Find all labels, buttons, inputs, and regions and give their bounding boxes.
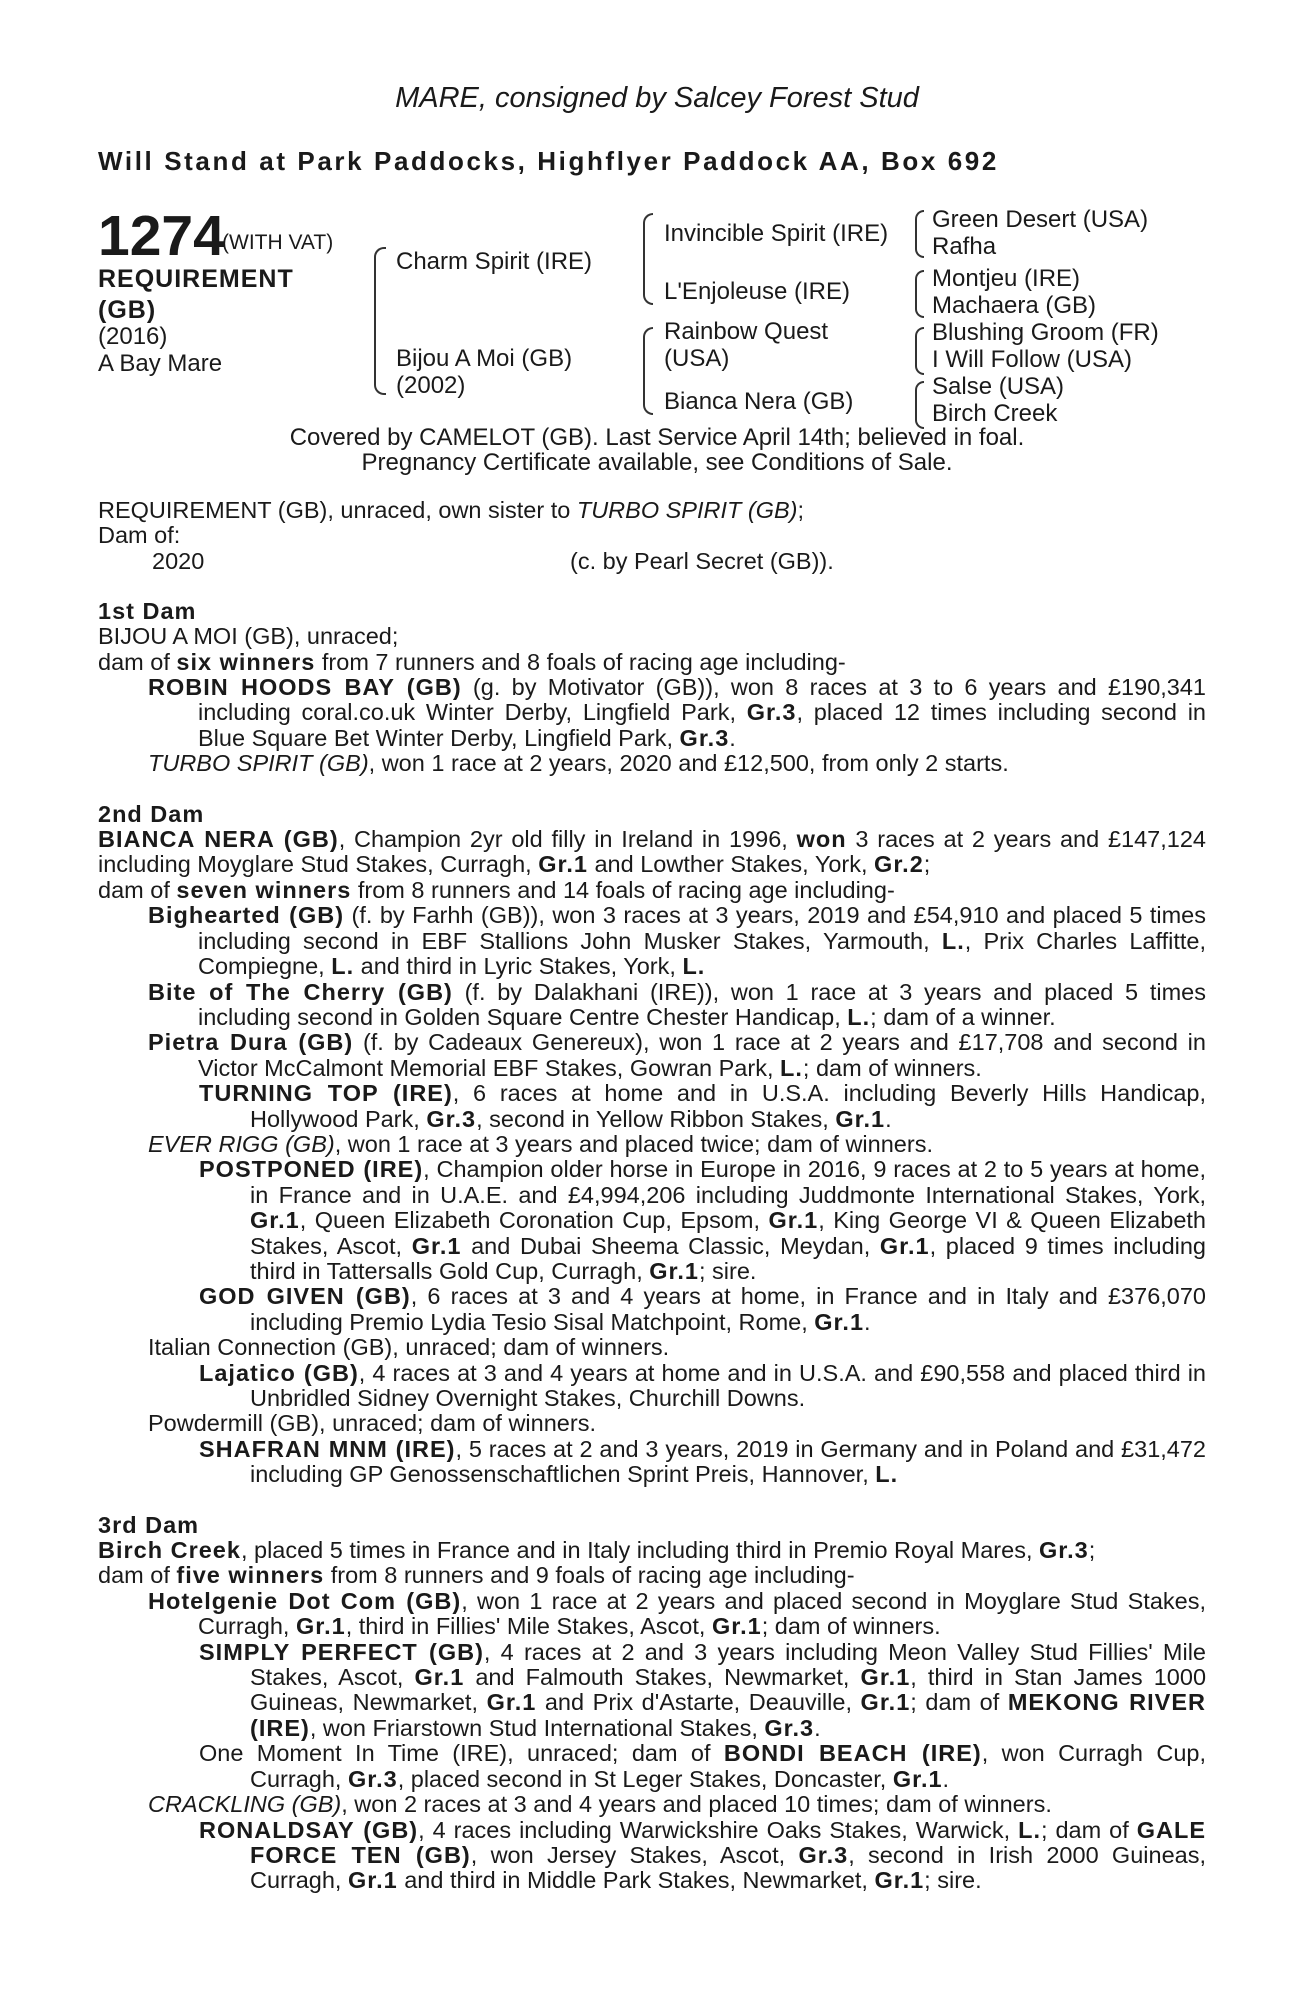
- pedigree-gen3-6: I Will Follow (USA): [932, 346, 1133, 373]
- covered-line1: Covered by CAMELOT (GB). Last Service April 14th; believed in foal.: [289, 424, 1025, 451]
- covered-note: [0, 425, 1314, 475]
- second-dam-section: [98, 802, 1206, 1488]
- pedigree-gen3-3: Montjeu (IRE): [932, 265, 1081, 292]
- pedigree-brace-g2: [915, 270, 924, 318]
- entry-crackling: CRACKLING (GB), won 2 races at 3 and 4 years and placed 10 times; dam of winners.: [148, 1791, 1052, 1818]
- vat-note: (WITH VAT): [222, 231, 334, 254]
- first-dam-section: [98, 599, 1206, 777]
- entry-simply-perfect: SIMPLY PERFECT (GB), 4 races at 2 and 3 years including Meon Valley Stud Fillies' Mile Stakes, Ascot, Gr.1 and Falmouth Stakes, Newmarket, Gr.1, third in Stan James 1000 Guineas, Newmarket, Gr.1 and Prix d'Astarte, Deauville, Gr.1; dam of MEKONG RIVER (IRE), won Friarstown Stud International Stakes, Gr.3.: [199, 1638, 1207, 1741]
- entry-turbo-spirit: TURBO SPIRIT (GB), won 1 race at 2 years, 2020 and £12,500, from only 2 starts.: [148, 750, 1009, 777]
- consignment-heading: MARE, consigned by Salcey Forest Stud: [395, 82, 919, 114]
- pedigree-dam-name: Bijou A Moi (GB): [396, 345, 573, 372]
- pedigree-dam-sire: [664, 318, 828, 372]
- lot-name-line1: REQUIREMENT: [98, 265, 294, 293]
- entry-ever-rigg: EVER RIGG (GB), won 1 race at 3 years and placed twice; dam of winners.: [148, 1130, 933, 1157]
- first-dam-title: 1st Dam: [98, 597, 197, 624]
- pedigree-brace-dam: [643, 327, 653, 415]
- produce-desc: (c. by Pearl Secret (GB)).: [570, 547, 834, 574]
- pedigree-brace-main: [374, 247, 386, 395]
- produce-row: [98, 549, 1206, 574]
- pedigree-gen3-8: Birch Creek: [932, 400, 1058, 427]
- entry-one-moment-in-time: One Moment In Time (IRE), unraced; dam of BONDI BEACH (IRE), won Curragh Cup, Curragh, Gr.3, placed second in St Leger Stakes, Doncaster, Gr.1.: [199, 1740, 1206, 1792]
- second-dam-produce-summary: dam of seven winners from 8 runners and 14 foals of racing age including-: [98, 876, 895, 903]
- covered-line2: Pregnancy Certificate available, see Conditions of Sale.: [361, 449, 953, 476]
- pedigree-dam-year: (2002): [396, 372, 466, 399]
- pedigree-brace-g3: [915, 327, 924, 375]
- entry-shafran-mnm: SHAFRAN MNM (IRE), 5 races at 2 and 3 years, 2019 in Germany and in Poland and £31,472 including GP Genossenschaftlichen Sprint Preis, Hannover, L.: [199, 1435, 1206, 1488]
- entry-bianca-nera: BIANCA NERA (GB), Champion 2yr old filly in Ireland in 1996, won 3 races at 2 years and £147,124 including Moyglare Stud Stakes, Curragh, Gr.1 and Lowther Stakes, York, Gr.2;: [98, 826, 1206, 878]
- dam-of-label: Dam of:: [98, 522, 181, 549]
- entry-ronaldsay: RONALDSAY (GB), 4 races including Warwickshire Oaks Stakes, Warwick, L.; dam of GALE FORCE TEN (GB), won Jersey Stakes, Ascot, Gr.3, second in Irish 2000 Guineas, Curragh, Gr.1 and third in Middle Park Stakes, Newmarket, Gr.1; sire.: [199, 1816, 1206, 1894]
- pedigree-brace-g1: [915, 210, 924, 258]
- stand-location: Will Stand at Park Paddocks, Highflyer Paddock AA, Box 692: [98, 146, 999, 176]
- pedigree-sire: Charm Spirit (IRE): [396, 248, 593, 275]
- third-dam-title: 3rd Dam: [98, 1511, 200, 1538]
- pedigree-dam-dam: Bianca Nera (GB): [664, 388, 854, 415]
- third-dam-produce-summary: dam of five winners from 8 runners and 9 foals of racing age including-: [98, 1562, 855, 1589]
- entry-lajatico: Lajatico (GB), 4 races at 3 and 4 years at home and in U.S.A. and £90,558 and placed third in Unbridled Sidney Overnight Stakes, Churchill Downs.: [199, 1359, 1207, 1411]
- pedigree-gen3-2: Rafha: [932, 233, 997, 260]
- entry-robin-hoods-bay: ROBIN HOODS BAY (GB) (g. by Motivator (GB)), won 8 races at 3 to 6 years and £190,341 including coral.co.uk Winter Derby, Lingfield Park, Gr.3, placed 12 times including second in Blue Square Bet Winter Derby, Lingfield Park, Gr.3.: [148, 674, 1206, 751]
- pedigree-sire-dam: L'Enjoleuse (IRE): [664, 278, 850, 305]
- lot-name: [98, 264, 294, 326]
- entry-bite-of-the-cherry: Bite of The Cherry (GB) (f. by Dalakhani (IRE)), won 1 race at 3 years and placed 5 times including second in Golden Square Centre Chester Handicap, L.; dam of a winner.: [148, 978, 1206, 1030]
- entry-god-given: GOD GIVEN (GB), 6 races at 3 and 4 years at home, in France and in Italy and £376,070 including Premio Lydia Tesio Sisal Matchpoint, Rome, Gr.1.: [199, 1283, 1206, 1335]
- pedigree-brace-sire: [643, 213, 653, 305]
- entry-turning-top: TURNING TOP (IRE), 6 races at home and in U.S.A. including Beverly Hills Handicap, Hollywood Park, Gr.3, second in Yellow Ribbon Stakes, Gr.1.: [199, 1080, 1207, 1132]
- entry-hotelgenie-dot-com: Hotelgenie Dot Com (GB), won 1 race at 2 years and placed second in Moyglare Stud Stakes, Curragh, Gr.1, third in Fillies' Mile Stakes, Ascot, Gr.1; dam of winners.: [148, 1587, 1206, 1640]
- pedigree-gen3-7: Salse (USA): [932, 373, 1065, 400]
- entry-birch-creek: Birch Creek, placed 5 times in France and in Italy including third in Premio Royal Mares, Gr.3;: [98, 1537, 1096, 1564]
- pedigree-gen3-4: Machaera (GB): [932, 292, 1097, 319]
- entry-postponed: POSTPONED (IRE), Champion older horse in Europe in 2016, 9 races at 2 to 5 years at home, in France and in U.A.E. and £4,994,206 including Juddmonte International Stakes, York, Gr.1, Queen Elizabeth Coronation Cup, Epsom, Gr.1, King George VI & Queen Elizabeth Stakes, Ascot, Gr.1 and Dubai Sheema Classic, Meydan, Gr.1, placed 9 times including third in Tattersalls Gold Cup, Curragh, Gr.1; sire.: [199, 1156, 1206, 1284]
- entry-powdermill: Powdermill (GB), unraced; dam of winners.: [148, 1410, 596, 1437]
- entry-pietra-dura: Pietra Dura (GB) (f. by Cadeaux Genereux), won 1 race at 2 years and £17,708 and second in Victor McCalmont Memorial EBF Stakes, Gowran Park, L.; dam of winners.: [148, 1029, 1206, 1081]
- pedigree-sire-sire: Invincible Spirit (IRE): [664, 220, 889, 247]
- third-dam-section: [98, 1513, 1206, 1894]
- pedigree-gen3-1: Green Desert (USA): [932, 206, 1149, 233]
- pedigree-dam-sire-name: Rainbow Quest: [664, 318, 829, 345]
- lot-number: 1274: [98, 204, 225, 268]
- lot-year: (2016): [98, 323, 168, 350]
- pedigree-dam-sire-country: (USA): [664, 345, 730, 372]
- second-dam-title: 2nd Dam: [98, 800, 205, 827]
- lot-name-line2: (GB): [98, 296, 157, 324]
- pedigree-brace-g4: [915, 381, 924, 429]
- produce-year: 2020: [152, 547, 205, 574]
- catalogue-body: [98, 498, 1206, 1894]
- first-dam-produce-summary: dam of six winners from 7 runners and 8 foals of racing age including-: [98, 648, 846, 675]
- entry-bighearted: Bighearted (GB) (f. by Farhh (GB)), won 3 races at 3 years, 2019 and £54,910 and placed 5 times including second in EBF Stallions John Musker Stakes, Yarmouth, L., Prix Charles Laffitte, Compiegne, L. and third in Lyric Stakes, York, L.: [148, 902, 1207, 980]
- intro-line: REQUIREMENT (GB), unraced, own sister to TURBO SPIRIT (GB);: [98, 497, 805, 523]
- first-dam-line: BIJOU A MOI (GB), unraced;: [98, 623, 399, 650]
- entry-italian-connection: Italian Connection (GB), unraced; dam of winners.: [148, 1334, 670, 1361]
- lot-description: A Bay Mare: [98, 350, 223, 377]
- pedigree-dam: [396, 345, 572, 399]
- pedigree-gen3-5: Blushing Groom (FR): [932, 319, 1159, 346]
